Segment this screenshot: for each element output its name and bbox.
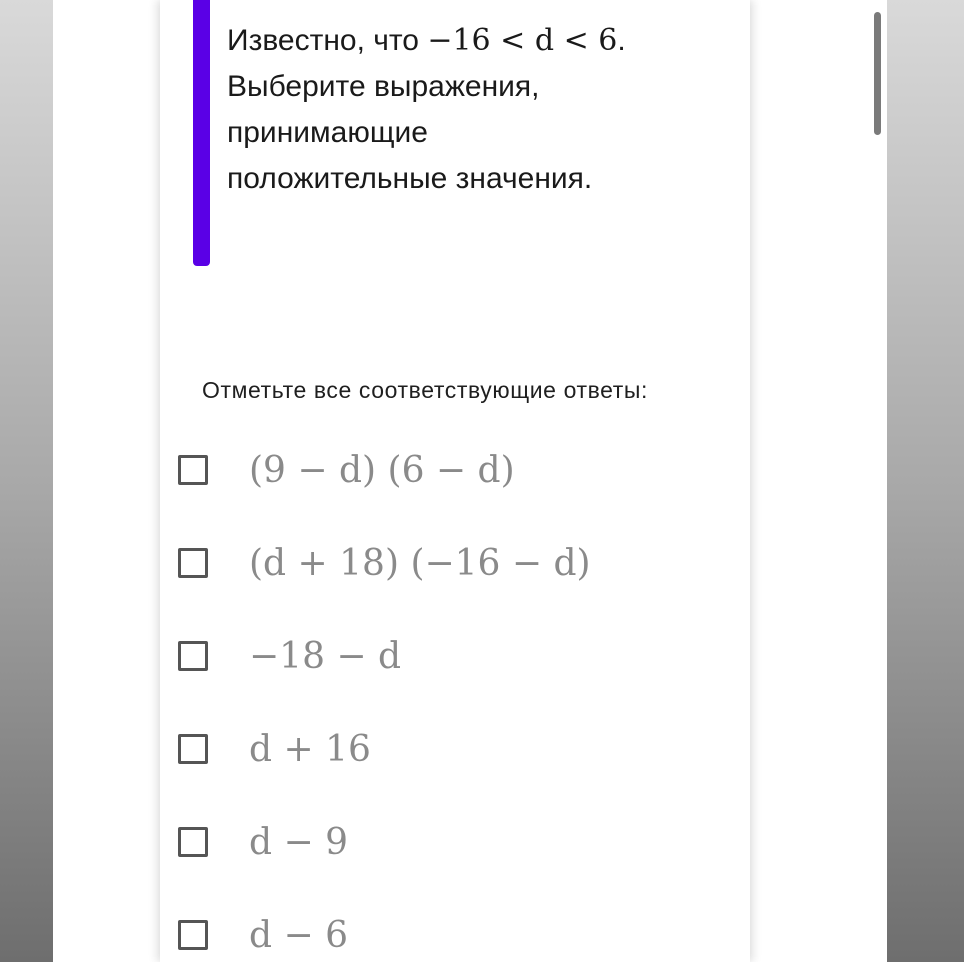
answer-options-list xyxy=(177,445,737,962)
question-intro-end: . xyxy=(617,24,626,57)
answer-option[interactable] xyxy=(177,445,737,538)
answer-option-label[interactable]: d − 6 xyxy=(249,915,348,956)
answer-option[interactable] xyxy=(177,817,737,910)
question-card xyxy=(160,0,750,962)
answer-option-label[interactable]: (d + 18) (−16 − d) xyxy=(249,543,591,584)
app-screen xyxy=(53,0,887,962)
scrollbar-thumb[interactable] xyxy=(874,12,881,135)
answer-option[interactable] xyxy=(177,724,737,817)
checkbox[interactable] xyxy=(178,641,208,671)
answer-option[interactable] xyxy=(177,538,737,631)
answer-option-label[interactable]: −18 − d xyxy=(249,636,402,677)
answer-instruction: Отметьте все соответствующие ответы: xyxy=(202,377,649,403)
question-line-4: положительные значения. xyxy=(227,162,593,195)
checkbox[interactable] xyxy=(178,548,208,578)
question-intro: Известно, что xyxy=(227,24,428,57)
checkbox[interactable] xyxy=(178,827,208,857)
answer-option[interactable] xyxy=(177,910,737,962)
question-accent-bar xyxy=(193,0,210,266)
checkbox[interactable] xyxy=(178,920,208,950)
question-line-2: Выберите выражения, xyxy=(227,70,540,103)
answer-option-label[interactable]: d − 9 xyxy=(249,822,348,863)
answer-option[interactable] xyxy=(177,631,737,724)
question-line-3: принимающие xyxy=(227,116,428,149)
checkbox[interactable] xyxy=(178,734,208,764)
answer-option-label[interactable]: d + 16 xyxy=(249,729,371,770)
question-text xyxy=(227,18,727,202)
answer-option-label[interactable]: (9 − d) (6 − d) xyxy=(249,450,515,491)
checkbox[interactable] xyxy=(178,455,208,485)
question-condition: −16 < d < 6 xyxy=(427,23,618,58)
